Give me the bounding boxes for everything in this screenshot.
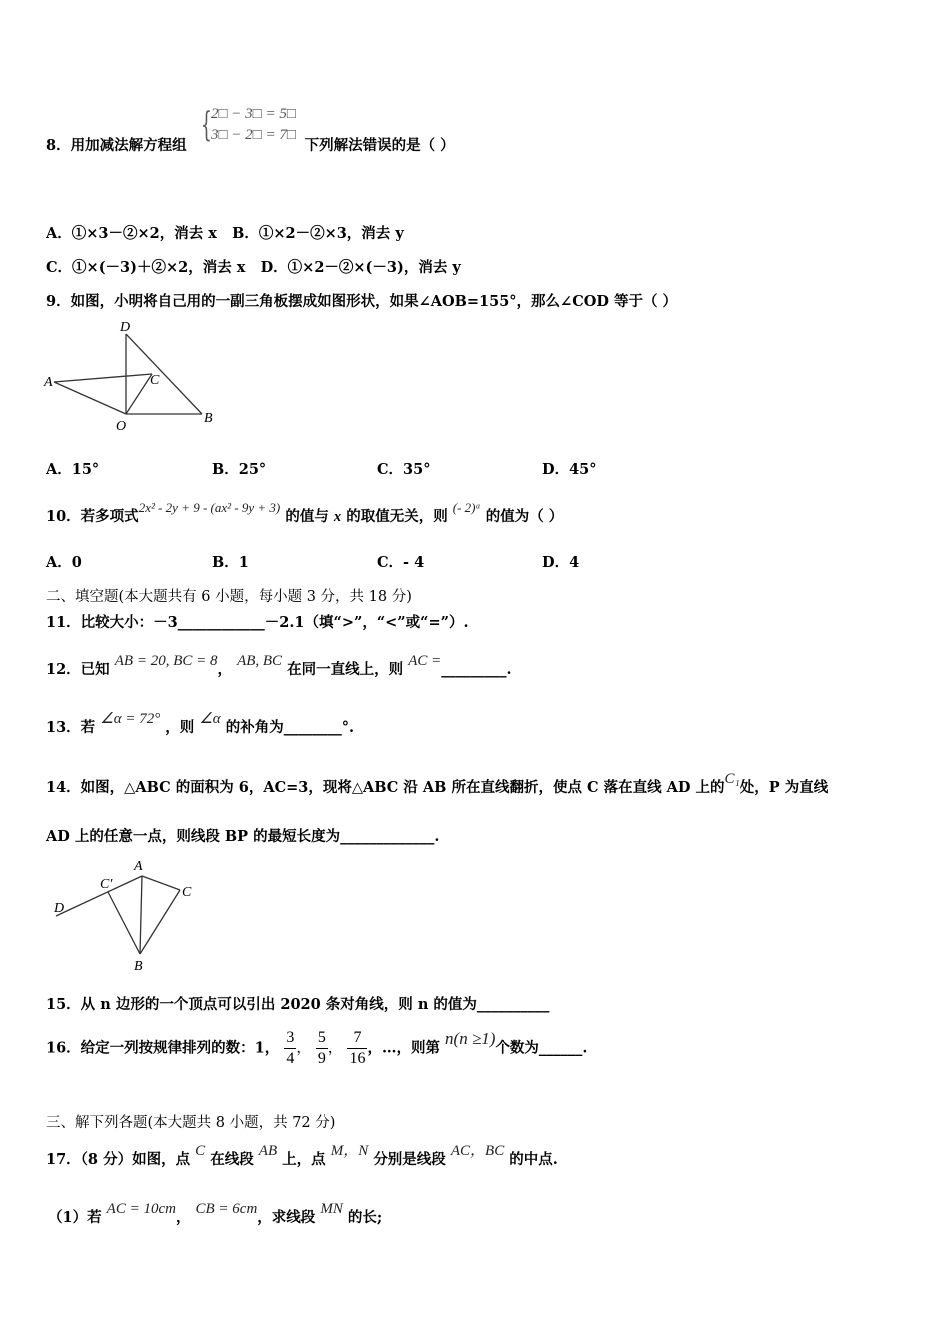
q8-option-a[interactable]: A．①×3－②×2，消去 x xyxy=(46,225,217,242)
q17-comma: ， xyxy=(175,1209,191,1226)
q8-suffix: 下列解法错误的是（ ） xyxy=(304,137,455,154)
q14-c1: C₁ xyxy=(724,771,740,787)
q17-sub1-mid: ，求线段 xyxy=(257,1209,316,1226)
q9-stem: 9．如图，小明将自己用的一副三角板摆成如图形状，如果∠AOB=155°，那么∠COD 等于（ ） xyxy=(46,293,678,310)
label-d: D xyxy=(54,901,65,916)
q17-stem xyxy=(46,1143,558,1169)
equation-system-brace: { xyxy=(201,105,212,145)
q17-point-c: C xyxy=(195,1143,206,1159)
q14-text-end: 处，P 为直线 xyxy=(739,779,829,796)
q12-condition: AB = 20, BC = 8 xyxy=(114,653,218,669)
q8-option-d[interactable]: D．①×2－②×(－3)，消去 y xyxy=(260,259,461,276)
q10-option-d[interactable]: D．4 xyxy=(542,554,580,571)
q8-option-c[interactable]: C．①×(－3)＋②×2，消去 x xyxy=(46,259,246,276)
q9-option-a[interactable]: A．15° xyxy=(46,461,100,478)
equation-1: 2□ − 3□ = 5□ xyxy=(211,106,296,122)
q10-var-x: x xyxy=(333,509,342,525)
label-b: B xyxy=(134,959,143,974)
fraction-2: $\frac{5}{9}$ xyxy=(317,1029,326,1067)
q10-stem xyxy=(46,500,564,526)
q13-mid: ，则 xyxy=(165,719,195,736)
q12-ask: AC = xyxy=(408,653,442,669)
q9-option-c[interactable]: C．35° xyxy=(377,461,431,478)
q10-option-b[interactable]: B．1 xyxy=(212,554,249,571)
q10-prefix: 10．若多项式 xyxy=(46,508,139,525)
q17-t2: 上，点 xyxy=(282,1151,326,1168)
q12-blank[interactable]: _________. xyxy=(441,661,512,678)
q10-suffix: 的值为（ ） xyxy=(485,508,564,525)
q10-power: (- 2)ᵃ xyxy=(452,500,481,515)
q10-option-a[interactable]: A．0 xyxy=(46,554,82,571)
q17-sub1-end: 的长; xyxy=(347,1209,383,1226)
q16-stem: 16．给定一列按规律排列的数：1， $\frac{3}{4}$ ， $\frac{5}{9}$ ， $\frac{7}{16}$ ，…，则第 n(n ≥1)个数为______. xyxy=(46,1028,588,1067)
q15-stem: 15．从 n 边形的一个顶点可以引出 2020 条对角线，则 n 的值为__________ xyxy=(46,996,550,1013)
q8-stem xyxy=(46,134,455,155)
label-c1: C' xyxy=(100,877,113,892)
section-2-heading: 二、填空题(本大题共有 6 小题，每小题 3 分，共 18 分) xyxy=(46,589,412,605)
q8-options-row2 xyxy=(46,256,461,277)
q16-dots: ，…，则第 xyxy=(367,1039,440,1057)
q12-mid: 在同一直线上，则 xyxy=(287,661,404,678)
q9-option-d[interactable]: D．45° xyxy=(542,461,597,478)
q11-stem: 11．比较大小：－3____________－2.1（填“>”，“<”或“=”）. xyxy=(46,614,469,631)
q10-mid: 的值与 xyxy=(285,508,329,525)
q12-comma: ， xyxy=(217,661,232,678)
q12-prefix: 12．已知 xyxy=(46,661,110,678)
q17-ac: AC = 10cm xyxy=(106,1201,176,1217)
q9-option-b[interactable]: B．25° xyxy=(212,461,267,478)
label-b: B xyxy=(204,411,213,426)
q17-cb: CB = 6cm xyxy=(195,1201,258,1217)
q14-text: 14．如图，△ABC 的面积为 6，AC=3，现将△ABC 沿 AB 所在直线翻折，使点 C 落在直线 AD 上的 xyxy=(46,779,725,796)
q8-option-b[interactable]: B．①×2－②×3，消去 y xyxy=(232,225,404,242)
q12-points: AB, BC xyxy=(237,653,283,669)
q14-figure xyxy=(48,856,208,976)
label-c: C xyxy=(182,885,192,900)
q14-line2: AD 上的任意一点，则线段 BP 的最短长度为_____________. xyxy=(46,828,440,845)
label-o: O xyxy=(116,419,127,434)
q9-figure xyxy=(40,316,230,436)
q10-option-c[interactable]: C．- 4 xyxy=(377,554,425,571)
q13-suffix: 的补角为________°. xyxy=(225,719,355,736)
q17-prefix: 17．（8 分）如图，点 xyxy=(46,1151,191,1168)
fraction-3: $\frac{7}{16}$ xyxy=(349,1029,366,1067)
q16-suffix: 个数为______. xyxy=(495,1039,588,1057)
q12-stem xyxy=(46,653,512,679)
q8-options-row1 xyxy=(46,222,404,243)
q17-t1: 在线段 xyxy=(210,1151,254,1168)
q8-prefix: 8．用加减法解方程组 xyxy=(46,137,187,154)
label-a: A xyxy=(134,859,143,874)
q10-mid2: 的取值无关，则 xyxy=(346,508,448,525)
q14-line1 xyxy=(46,771,829,797)
equation-2: 3□ − 2□ = 7□ xyxy=(211,127,296,143)
q17-mn: MN xyxy=(320,1201,343,1217)
q16-condition: n(n ≥1) xyxy=(445,1028,496,1048)
fraction-1: $\frac{3}{4}$ xyxy=(286,1029,295,1067)
q17-t3: 分别是线段 xyxy=(373,1151,446,1168)
q16-prefix: 16．给定一列按规律排列的数：1， xyxy=(46,1039,280,1057)
q17-points-mn: M，N xyxy=(330,1143,369,1159)
label-c: C xyxy=(150,373,160,388)
q17-segment-ab: AB xyxy=(258,1143,278,1159)
q13-stem xyxy=(46,711,355,737)
section-3-heading: 三、解下列各题(本大题共 8 小题，共 72 分) xyxy=(46,1115,336,1131)
q13-angle: ∠α xyxy=(199,711,221,727)
q13-prefix: 13．若 xyxy=(46,719,96,736)
q13-condition: ∠α = 72° xyxy=(100,711,161,727)
q10-polynomial: 2x² - 2y + 9 - (ax² - 9y + 3) xyxy=(138,500,281,515)
q17-t4: 的中点. xyxy=(509,1151,558,1168)
q17-sub1 xyxy=(48,1201,383,1227)
label-d: D xyxy=(120,320,131,335)
q17-segments: AC，BC xyxy=(450,1143,505,1159)
q17-sub1-prefix: （1）若 xyxy=(48,1209,102,1226)
label-a: A xyxy=(44,375,53,390)
